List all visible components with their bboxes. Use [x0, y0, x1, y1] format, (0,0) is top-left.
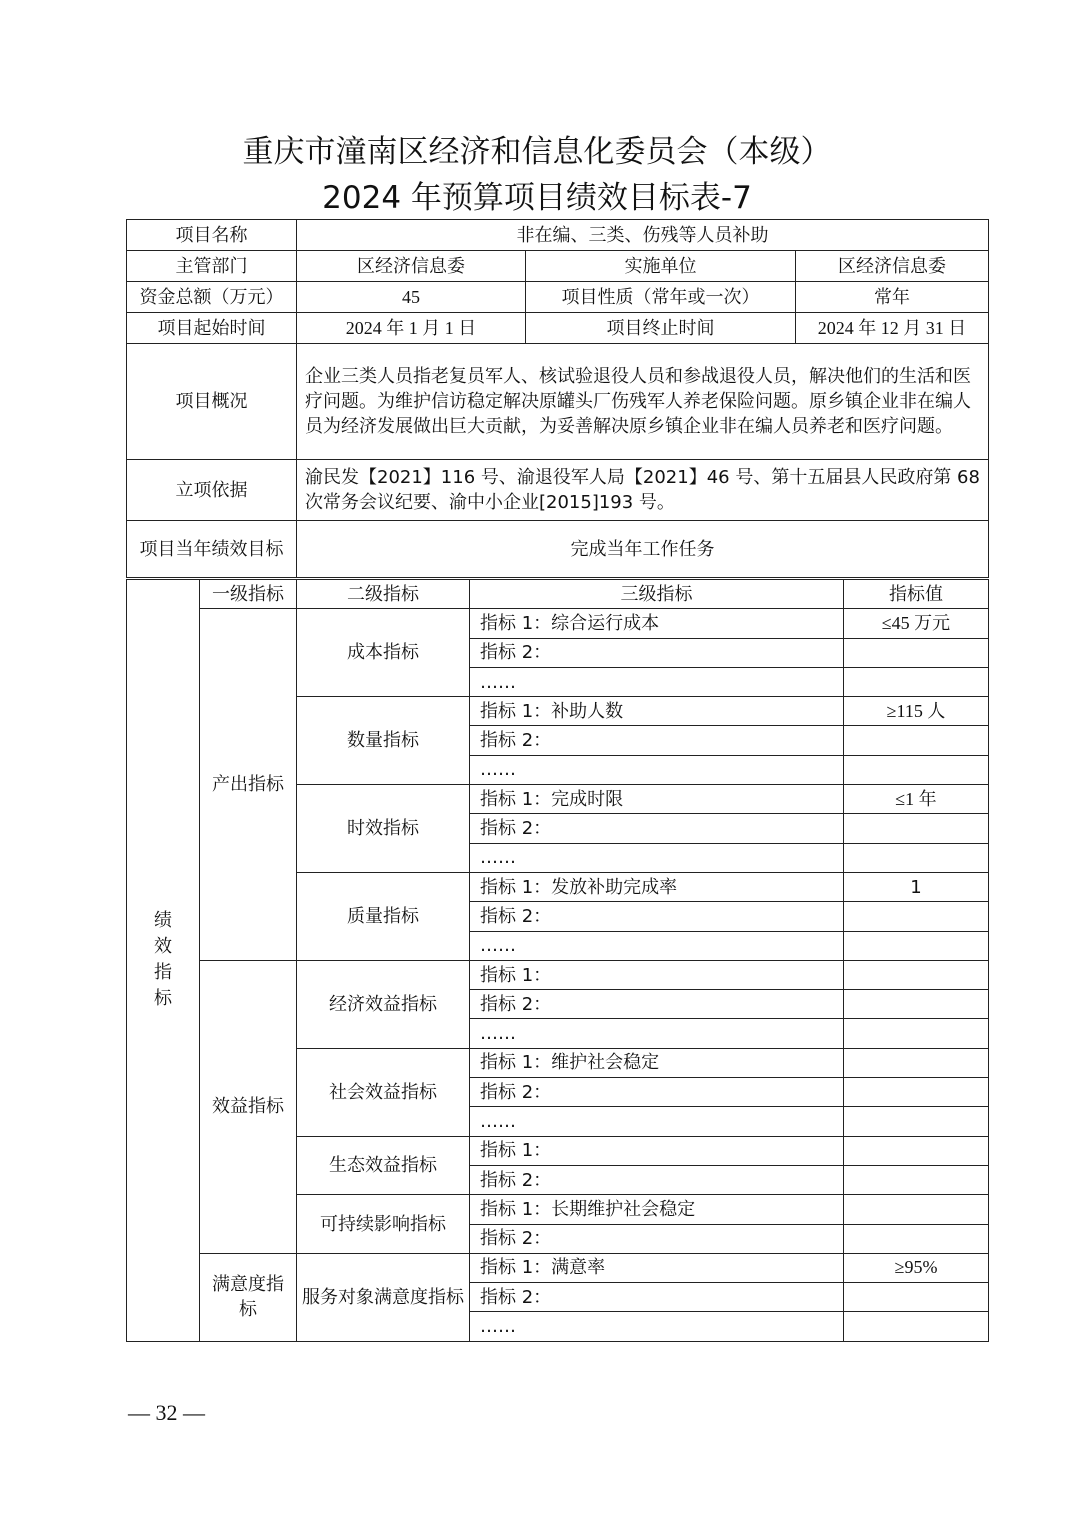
- table-row: ……: [470, 843, 844, 872]
- project-name-label: 项目名称: [127, 220, 297, 251]
- quantity-label: 数量指标: [297, 697, 470, 785]
- service-value: ≥95%: [844, 1253, 989, 1282]
- table-row: 指标 1：: [470, 1136, 844, 1165]
- header-level2: 二级指标: [297, 580, 470, 609]
- table-row: 指标 2：: [470, 1283, 844, 1312]
- project-name-value: 非在编、三类、伤残等人员补助: [297, 220, 989, 251]
- project-info-table: [126, 219, 989, 578]
- table-row: 指标 1：补助人数: [470, 697, 844, 726]
- overview-text: 企业三类人员指老复员军人、核试验退役人员和参战退役人员，解决他们的生活和医疗问题。为维护信访稳定解决原罐头厂伤残军人养老保险问题。原乡镇企业非在编人员为经济发展做出巨大贡献，为妥善解决原乡镇企业非在编人员养老和医疗问题。: [297, 344, 989, 460]
- econ-label: 经济效益指标: [297, 960, 470, 1048]
- table-row: 指标 1：发放补助完成率: [470, 872, 844, 901]
- table-row: 指标 2：: [470, 638, 844, 667]
- performance-indicator-table: [126, 579, 989, 1342]
- table-row: 指标 2：: [470, 990, 844, 1019]
- table-row: 指标 2：: [470, 1165, 844, 1194]
- table-row: 指标 2：: [470, 1224, 844, 1253]
- end-label: 项目终止时间: [526, 313, 796, 344]
- table-row: 指标 1：完成时限: [470, 785, 844, 814]
- basis-label: 立项依据: [127, 460, 297, 521]
- table-row: 指标 1：满意率: [470, 1253, 844, 1282]
- side-label-text: 绩 效 指 标: [154, 910, 172, 1010]
- eco-label: 生态效益指标: [297, 1136, 470, 1195]
- header-level3: 三级指标: [470, 580, 844, 609]
- goal-label: 项目当年绩效目标: [127, 521, 297, 578]
- table-row: ……: [470, 1107, 844, 1136]
- nature-label: 项目性质（常年或一次）: [526, 282, 796, 313]
- quantity-value: ≥115 人: [844, 697, 989, 726]
- start-label: 项目起始时间: [127, 313, 297, 344]
- table-row: ……: [470, 755, 844, 784]
- table-row: 指标 2：: [470, 902, 844, 931]
- dept-value: 区经济信息委: [297, 251, 526, 282]
- table-row: 指标 2：: [470, 1078, 844, 1107]
- table-row: ……: [470, 667, 844, 696]
- overview-label: 项目概况: [127, 344, 297, 460]
- satisfaction-label: 满意度指标: [200, 1253, 297, 1341]
- impl-label: 实施单位: [526, 251, 796, 282]
- time-value: ≤1 年: [844, 785, 989, 814]
- table-row: 指标 1：综合运行成本: [470, 609, 844, 638]
- header-value: 指标值: [844, 580, 989, 609]
- table-row: 指标 1：长期维护社会稳定: [470, 1195, 844, 1224]
- benefit-label: 效益指标: [200, 960, 297, 1253]
- impl-value: 区经济信息委: [796, 251, 989, 282]
- basis-text: 渝民发【2021】116 号、渝退役军人局【2021】46 号、第十五届县人民政府第 68 次常务会议纪要、渝中小企业[2015]193 号。: [297, 460, 989, 521]
- service-label: 服务对象满意度指标: [297, 1253, 470, 1341]
- quality-label: 质量指标: [297, 872, 470, 960]
- side-label: [127, 580, 200, 1342]
- document-title-line2: 2024 年预算项目绩效目标表-7: [322, 180, 752, 216]
- end-value: 2024 年 12 月 31 日: [796, 313, 989, 344]
- time-label: 时效指标: [297, 785, 470, 873]
- table-row: 指标 1：维护社会稳定: [470, 1048, 844, 1077]
- cost-value: ≤45 万元: [844, 609, 989, 638]
- goal-text: 完成当年工作任务: [297, 521, 989, 578]
- cost-label: 成本指标: [297, 609, 470, 697]
- header-level1: 一级指标: [200, 580, 297, 609]
- funds-value: 45: [297, 282, 526, 313]
- table-row: 指标 1：: [470, 960, 844, 989]
- table-row: 指标 2：: [470, 814, 844, 843]
- sustain-label: 可持续影响指标: [297, 1195, 470, 1254]
- document-title-line1: 重庆市潼南区经济和信息化委员会（本级）: [242, 134, 832, 170]
- social-label: 社会效益指标: [297, 1048, 470, 1136]
- table-row: ……: [470, 1019, 844, 1048]
- table-row: ……: [470, 931, 844, 960]
- table-row: 指标 2：: [470, 726, 844, 755]
- output-label: 产出指标: [200, 609, 297, 961]
- page-number: — 32 —: [128, 1400, 205, 1425]
- quality-value: 1: [844, 872, 989, 901]
- nature-value: 常年: [796, 282, 989, 313]
- dept-label: 主管部门: [127, 251, 297, 282]
- table-row: ……: [470, 1312, 844, 1341]
- start-value: 2024 年 1 月 1 日: [297, 313, 526, 344]
- funds-label: 资金总额（万元）: [127, 282, 297, 313]
